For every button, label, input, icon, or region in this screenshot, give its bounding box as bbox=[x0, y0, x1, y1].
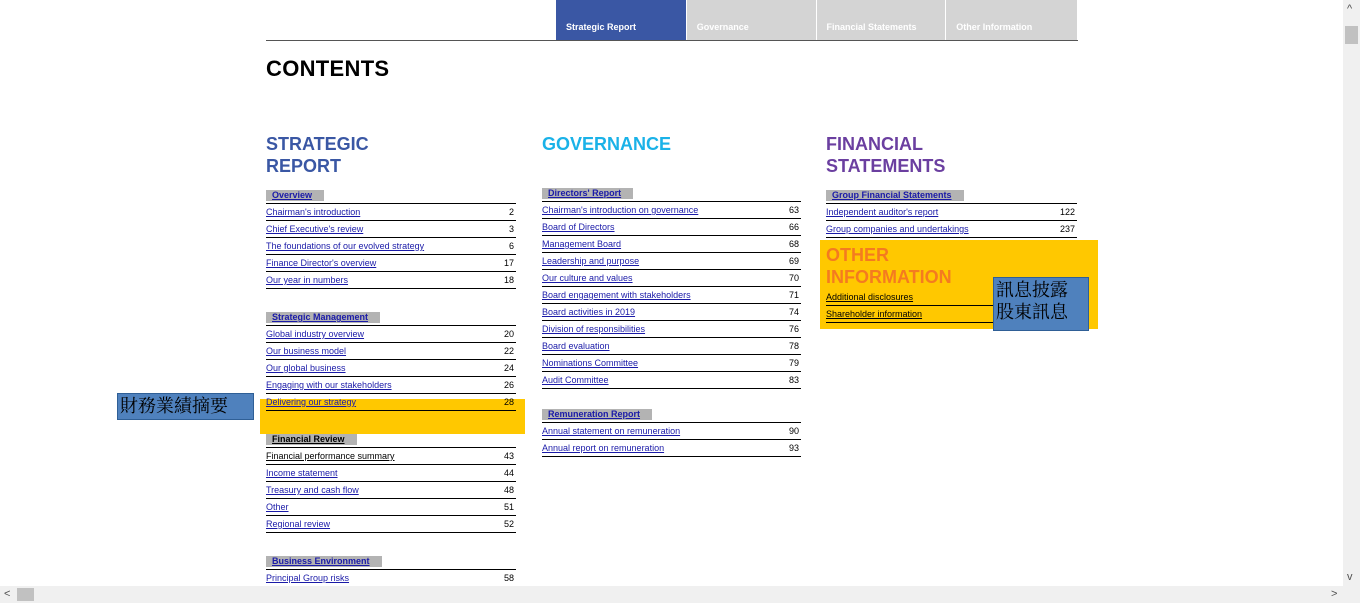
toc-page: 20 bbox=[503, 329, 514, 339]
toc-page: 17 bbox=[503, 258, 514, 268]
overview-group bbox=[266, 185, 516, 289]
toc-page: 6 bbox=[508, 241, 514, 251]
toc-link[interactable]: Audit Committee bbox=[542, 375, 609, 385]
toc-page: 78 bbox=[788, 341, 799, 351]
toc-page: 70 bbox=[788, 273, 799, 283]
toc-page: 48 bbox=[503, 485, 514, 495]
toc-link[interactable]: Chairman's introduction on governance bbox=[542, 205, 699, 215]
toc-link[interactable]: Delivering our strategy bbox=[266, 397, 357, 407]
toc-row[interactable] bbox=[266, 220, 516, 237]
toc-row[interactable] bbox=[542, 235, 801, 252]
toc-link[interactable]: Our year in numbers bbox=[266, 275, 349, 285]
toc-row[interactable] bbox=[542, 337, 801, 354]
business-environment-list bbox=[266, 569, 516, 587]
toc-link[interactable]: Principal Group risks bbox=[266, 573, 350, 583]
toc-link[interactable]: Regional review bbox=[266, 519, 331, 529]
toc-row[interactable] bbox=[542, 269, 801, 286]
financial-review-list bbox=[266, 447, 516, 533]
toc-link[interactable]: Chief Executive's review bbox=[266, 224, 364, 234]
toc-row[interactable] bbox=[266, 203, 516, 220]
toc-row[interactable] bbox=[826, 203, 1077, 220]
governance-heading: GOVERNANCE bbox=[542, 134, 672, 154]
toc-link[interactable]: Group companies and undertakings bbox=[826, 224, 969, 234]
strategic-management-list bbox=[266, 325, 516, 411]
toc-row[interactable] bbox=[542, 439, 801, 457]
toc-row[interactable] bbox=[542, 303, 801, 320]
financial-review-subheading[interactable]: Financial Review bbox=[266, 434, 357, 445]
toc-row[interactable] bbox=[266, 325, 516, 342]
toc-link[interactable]: The foundations of our evolved strategy bbox=[266, 241, 425, 251]
toc-link[interactable]: Engaging with our stakeholders bbox=[266, 380, 392, 390]
header-rule bbox=[266, 40, 1078, 41]
toc-page: 79 bbox=[788, 358, 799, 368]
toc-link[interactable]: Finance Director's overview bbox=[266, 258, 377, 268]
toc-link[interactable]: Our culture and values bbox=[542, 273, 633, 283]
toc-link[interactable]: Treasury and cash flow bbox=[266, 485, 359, 495]
vertical-scroll-thumb[interactable] bbox=[1345, 26, 1358, 44]
toc-link[interactable]: Financial performance summary bbox=[266, 451, 395, 461]
toc-row[interactable] bbox=[542, 371, 801, 389]
toc-row[interactable] bbox=[542, 320, 801, 337]
toc-link[interactable]: Other bbox=[266, 502, 289, 512]
toc-link[interactable]: Nominations Committee bbox=[542, 358, 639, 368]
overview-subheading[interactable]: Overview bbox=[266, 190, 324, 201]
toc-link[interactable]: Management Board bbox=[542, 239, 622, 249]
toc-link[interactable]: Board of Directors bbox=[542, 222, 615, 232]
governance-column bbox=[542, 133, 801, 457]
toc-page: 68 bbox=[788, 239, 799, 249]
directors-report-group bbox=[542, 183, 801, 389]
tab-financial-statements[interactable]: Financial Statements bbox=[817, 0, 946, 40]
financial-summary-note: 財務業績摘要 bbox=[117, 393, 254, 420]
group-financial-statements-list bbox=[826, 203, 1077, 238]
toc-link[interactable]: Board activities in 2019 bbox=[542, 307, 636, 317]
toc-row[interactable] bbox=[266, 393, 516, 411]
toc-page: 2 bbox=[508, 207, 514, 217]
strategic-report-column bbox=[266, 133, 516, 587]
group-financial-statements-subheading[interactable]: Group Financial Statements bbox=[826, 190, 964, 201]
toc-page: 51 bbox=[503, 502, 514, 512]
vertical-scrollbar[interactable] bbox=[1343, 0, 1360, 586]
scroll-right-icon[interactable]: > bbox=[1331, 588, 1338, 600]
overview-list bbox=[266, 203, 516, 289]
toc-link[interactable]: Independent auditor's report bbox=[826, 207, 939, 217]
horizontal-scroll-thumb[interactable] bbox=[17, 588, 34, 601]
scrollbar-corner bbox=[1343, 586, 1360, 603]
directors-report-subheading[interactable]: Directors' Report bbox=[542, 188, 633, 199]
toc-row[interactable] bbox=[266, 481, 516, 498]
other-information-heading: OTHER INFORMATION bbox=[826, 245, 952, 287]
toc-page: 71 bbox=[788, 290, 799, 300]
toc-row[interactable] bbox=[266, 498, 516, 515]
toc-link[interactable]: Our business model bbox=[266, 346, 347, 356]
toc-link[interactable]: Additional disclosures bbox=[826, 292, 914, 302]
remuneration-report-subheading[interactable]: Remuneration Report bbox=[542, 409, 652, 420]
toc-page: 66 bbox=[788, 222, 799, 232]
toc-row[interactable] bbox=[542, 252, 801, 269]
toc-row[interactable] bbox=[542, 201, 801, 218]
toc-page: 22 bbox=[503, 346, 514, 356]
toc-page: 28 bbox=[503, 397, 514, 407]
toc-link[interactable]: Chairman's introduction bbox=[266, 207, 361, 217]
toc-page: 237 bbox=[1059, 224, 1075, 234]
remuneration-report-list bbox=[542, 422, 801, 457]
toc-link[interactable]: Our global business bbox=[266, 363, 346, 373]
toc-row[interactable] bbox=[266, 515, 516, 533]
toc-page: 90 bbox=[788, 426, 799, 436]
toc-page: 44 bbox=[503, 468, 514, 478]
toc-link[interactable]: Board engagement with stakeholders bbox=[542, 290, 691, 300]
financial-review-group bbox=[266, 429, 516, 533]
scroll-up-icon[interactable]: ^ bbox=[1347, 3, 1353, 15]
financial-statements-column bbox=[826, 133, 1077, 238]
toc-page: 74 bbox=[788, 307, 799, 317]
other-information-note: 訊息披露 股東訊息 bbox=[993, 277, 1089, 331]
toc-row[interactable] bbox=[266, 342, 516, 359]
toc-page: 122 bbox=[1059, 207, 1075, 217]
toc-row[interactable] bbox=[542, 218, 801, 235]
toc-link[interactable]: Leadership and purpose bbox=[542, 256, 640, 266]
strategic-management-group bbox=[266, 307, 516, 411]
business-environment-subheading[interactable]: Business Environment bbox=[266, 556, 382, 567]
toc-link[interactable]: Income statement bbox=[266, 468, 338, 478]
toc-page: 93 bbox=[788, 443, 799, 453]
toc-page: 43 bbox=[503, 451, 514, 461]
remuneration-report-group bbox=[542, 404, 801, 457]
toc-page: 3 bbox=[508, 224, 514, 234]
toc-page: 52 bbox=[503, 519, 514, 529]
toc-page: 58 bbox=[503, 573, 514, 583]
toc-row[interactable] bbox=[542, 354, 801, 371]
toc-row[interactable] bbox=[266, 569, 516, 587]
tab-other-information[interactable]: Other Information bbox=[946, 0, 1077, 40]
page-title: CONTENTS bbox=[266, 56, 390, 81]
toc-page: 69 bbox=[788, 256, 799, 266]
scroll-down-icon[interactable]: v bbox=[1347, 571, 1353, 583]
toc-row[interactable] bbox=[266, 464, 516, 481]
tab-strategic-report[interactable]: Strategic Report bbox=[556, 0, 686, 40]
toc-page: 76 bbox=[788, 324, 799, 334]
toc-link[interactable]: Board evaluation bbox=[542, 341, 610, 351]
toc-row[interactable] bbox=[542, 422, 801, 439]
strategic-report-heading: STRATEGIC REPORT bbox=[266, 134, 369, 176]
financial-statements-heading: FINANCIAL STATEMENTS bbox=[826, 134, 946, 176]
directors-report-list bbox=[542, 201, 801, 389]
toc-row[interactable] bbox=[266, 237, 516, 254]
toc-row[interactable] bbox=[266, 359, 516, 376]
toc-page: 24 bbox=[503, 363, 514, 373]
toc-page: 63 bbox=[788, 205, 799, 215]
toc-row[interactable] bbox=[542, 286, 801, 303]
toc-row[interactable] bbox=[826, 220, 1077, 238]
business-environment-group bbox=[266, 551, 516, 587]
toc-page: 18 bbox=[503, 275, 514, 285]
group-financial-statements-group bbox=[826, 185, 1077, 238]
tab-governance[interactable]: Governance bbox=[687, 0, 816, 40]
toc-row[interactable] bbox=[266, 376, 516, 393]
toc-link[interactable]: Division of responsibilities bbox=[542, 324, 646, 334]
toc-link[interactable]: Annual statement on remuneration bbox=[542, 426, 681, 436]
toc-page: 83 bbox=[788, 375, 799, 385]
section-tabs bbox=[556, 0, 1078, 40]
toc-row[interactable] bbox=[266, 447, 516, 464]
scroll-left-icon[interactable]: < bbox=[4, 588, 11, 600]
toc-link[interactable]: Global industry overview bbox=[266, 329, 365, 339]
horizontal-scrollbar[interactable] bbox=[0, 586, 1343, 603]
strategic-management-subheading[interactable]: Strategic Management bbox=[266, 312, 380, 323]
toc-link[interactable]: Annual report on remuneration bbox=[542, 443, 665, 453]
toc-page: 26 bbox=[503, 380, 514, 390]
toc-row[interactable] bbox=[266, 271, 516, 289]
toc-link[interactable]: Shareholder information bbox=[826, 309, 923, 319]
toc-row[interactable] bbox=[266, 254, 516, 271]
